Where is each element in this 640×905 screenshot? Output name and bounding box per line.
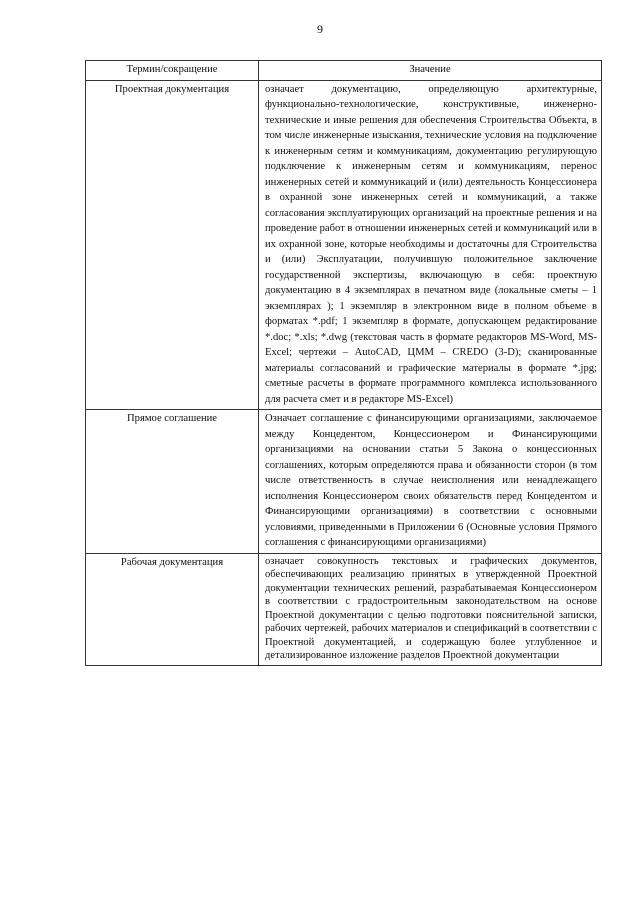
terms-table [85,60,602,666]
page-number: 9 [317,22,323,36]
table-row [86,80,602,410]
meaning-cell: означает совокупность текстовых и графических документов, обеспечивающих реализацию принятых в утвержденной Проектной документации технических решений, разрабатываемая Концессионером в соответствии с градостроительным законодательством на основе Проектной документации с целью подготовки пояснительной записки, рабочих чертежей, рабочих материалов и спецификаций в соответствии с Проектной документацией, и содержащую более углубленное и детализированное изложение разделов Проектной документации [259,553,602,665]
meaning-cell: Означает соглашение с финансирующими организациями, заключаемое между Концедентом, Концессионером и Финансирующими организациями на основании статьи 5 Закона о концессионных соглашениях, которым определяются права и обязанности сторон (в том числе ответственность в случае неисполнения или ненадлежащего исполнения Концессионером своих обязательств перед Концедентом и Финансирующими организациями) в соответствии с основными условиями, приведенными в Приложении 6 (Основные условия Прямого соглашения с финансирующими организациями) [259,410,602,554]
table-row [86,410,602,554]
term-cell: Прямое соглашение [86,410,259,554]
meaning-cell: означает документацию, определяющую архитектурные, функционально-технологические, конструктивные, инженерно-технические и иные решения для обеспечения Строительства Объекта, в том числе инженерные изыскания, технические условия на подключение к инженерным сетям и коммуникациям, документацию регулирующую подключение к инженерным сетям и коммуникациям, перенос инженерных сетей и коммуникаций и (или) деятельность Концессионера в охранной зоне инженерных сетей и коммуникаций, а также согласования эксплуатирующих организаций на проектные решения и на проведение работ в отношении инженерных сетей и коммуникаций или в их охранной зоне, которые необходимы и достаточны для Строительства и (или) Эксплуатации, получившую положительное заключение государственной экспертизы, включающую в себя: проектную документацию в 4 экземплярах в печатном виде (локальные сметы – 1 экземплярах ); 1 экземпляр в электронном виде в полном объеме в форматах *.pdf; 1 экземпляр в формате, допускающем редактирование *.doc; *.xls; *.dwg (текстовая часть в формате редакторов MS-Word, MS-Excel; чертежи – AutoCAD, ЦММ – CREDO (3-D); сканированные материалы согласований и графические материалы в формате *.jpg; сметные расчеты в формате программного комплекса использованного для расчета смет и в редакторе MS-Excel) [259,80,602,410]
header-meaning: Значение [259,61,602,81]
term-cell: Проектная документация [86,80,259,410]
header-term: Термин/сокращение [86,61,259,81]
table-row [86,553,602,665]
table-header-row [86,61,602,81]
term-cell: Рабочая документация [86,553,259,665]
